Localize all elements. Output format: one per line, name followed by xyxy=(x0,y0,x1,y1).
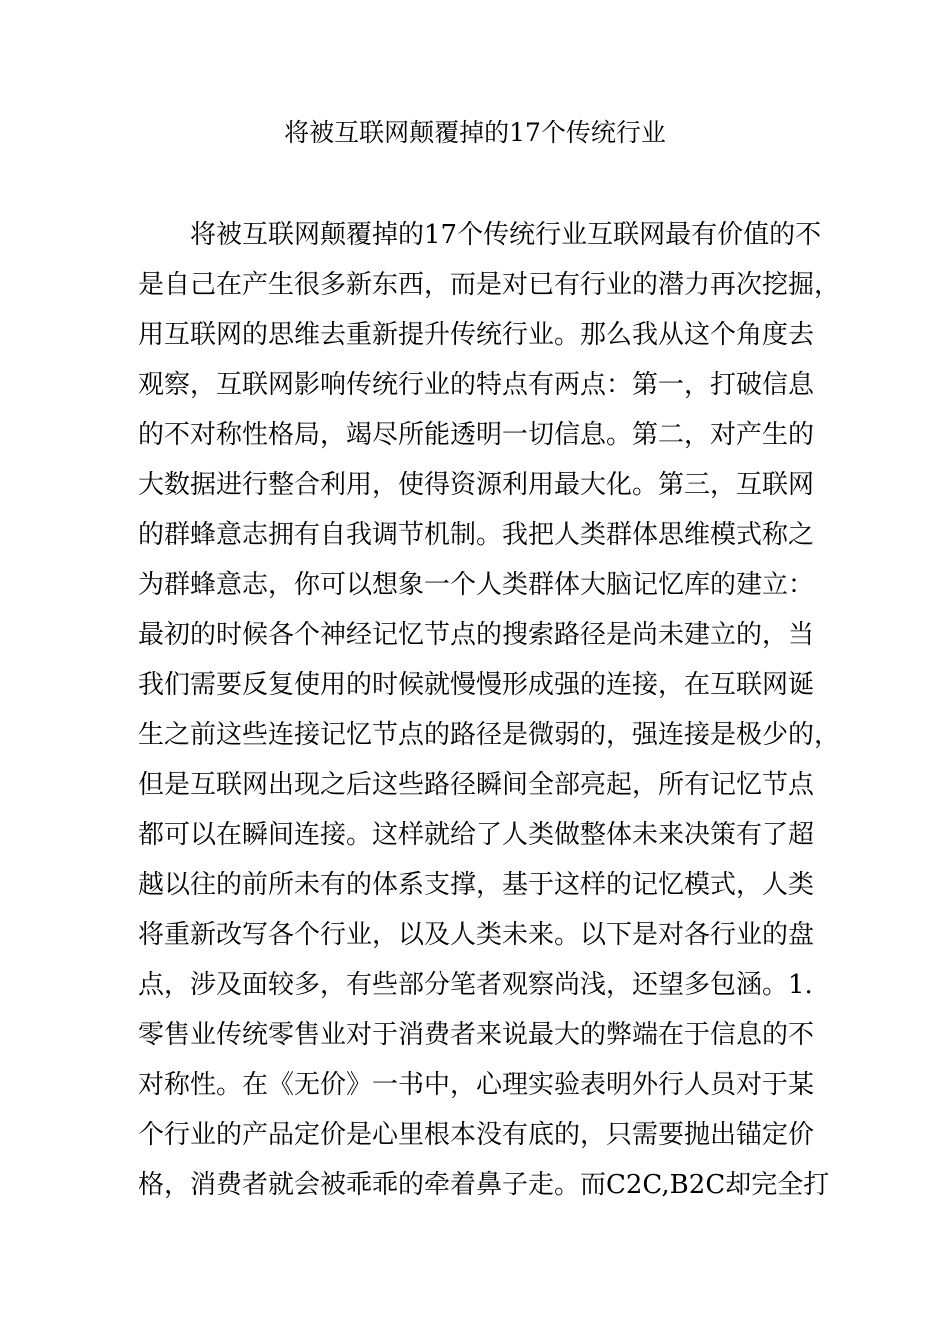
document-body xyxy=(138,210,841,1210)
body-line: 我们需要反复使用的时候就慢慢形成强的连接，在互联网诞 xyxy=(138,670,815,700)
body-line: 将重新改写各个行业，以及人类未来。以下是对各行业的盘 xyxy=(138,920,815,950)
body-line: 的群蜂意志拥有自我调节机制。我把人类群体思维模式称之 xyxy=(138,520,815,550)
body-line: 是自己在产生很多新东西，而是对已有行业的潜力再次挖掘， xyxy=(138,270,841,300)
body-line: 零售业传统零售业对于消费者来说最大的弊端在于信息的不 xyxy=(138,1020,815,1050)
body-line: 的不对称性格局，竭尽所能透明一切信息。第二，对产生的 xyxy=(138,420,815,450)
body-line: 但是互联网出现之后这些路径瞬间全部亮起，所有记忆节点 xyxy=(138,770,815,800)
body-line: 点，涉及面较多，有些部分笔者观察尚浅，还望多包涵。1. xyxy=(138,970,813,1000)
body-line: 观察，互联网影响传统行业的特点有两点：第一，打破信息 xyxy=(138,370,815,400)
body-line: 用互联网的思维去重新提升传统行业。那么我从这个角度去 xyxy=(138,320,815,350)
body-line: 越以往的前所未有的体系支撑，基于这样的记忆模式，人类 xyxy=(138,870,815,900)
body-line: 生之前这些连接记忆节点的路径是微弱的，强连接是极少的， xyxy=(138,720,841,750)
document-title: 将被互联网颠覆掉的17个传统行业 xyxy=(284,118,666,147)
body-line: 为群蜂意志，你可以想象一个人类群体大脑记忆库的建立： xyxy=(138,570,815,600)
body-line: 都可以在瞬间连接。这样就给了人类做整体未来决策有了超 xyxy=(138,820,815,850)
body-line: 大数据进行整合利用，使得资源利用最大化。第三，互联网 xyxy=(138,470,815,500)
body-line: 对称性。在《无价》一书中，心理实验表明外行人员对于某 xyxy=(138,1070,815,1100)
body-line: 格，消费者就会被乖乖的牵着鼻子走。而C2C,B2C却完全打 xyxy=(138,1170,830,1200)
body-line: 个行业的产品定价是心里根本没有底的，只需要抛出锚定价 xyxy=(138,1120,815,1150)
body-line: 将被互联网颠覆掉的17个传统行业互联网最有价值的不 xyxy=(190,220,822,250)
body-line: 最初的时候各个神经记忆节点的搜索路径是尚未建立的，当 xyxy=(138,620,815,650)
